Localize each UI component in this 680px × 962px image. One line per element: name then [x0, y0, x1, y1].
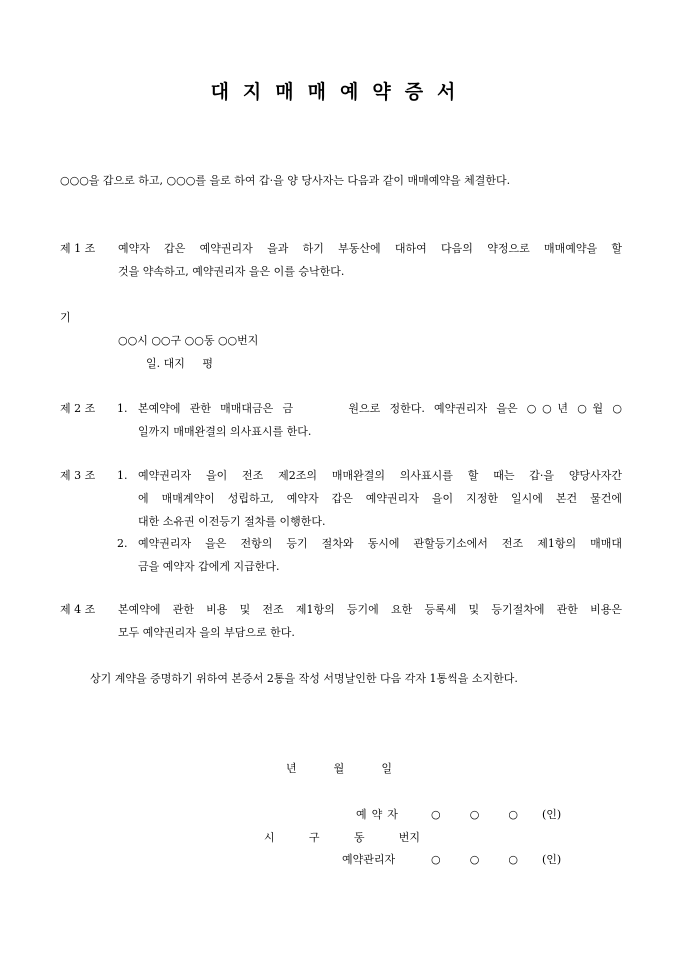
- article-1-line-2: 것을 약속하고, 예약권리자 을은 이를 승낙한다.: [118, 265, 345, 278]
- address-line: [264, 831, 420, 845]
- party1-label: 예약자: [356, 808, 403, 821]
- article-4-line-1: 본예약에 관한 비용 및 전조 제1항의 등기에 요한 등록세 및 등기절차에 관한 비용은: [118, 603, 622, 616]
- article-2-label: 제 2 조: [60, 402, 96, 415]
- closing-statement: 상기 계약을 증명하기 위하여 본증서 2통을 작성 서명날인한 다음 각자 1통씩을 소지한다.: [90, 672, 518, 685]
- address-beonji: 번지: [398, 831, 420, 844]
- date-month: 월: [333, 762, 345, 775]
- article-3-item-2-num: 2.: [117, 537, 128, 550]
- article-1-line-1: 예약자 갑은 예약권리자 을과 하기 부동산에 대하여 다음의 약정으로 매매예약을 할: [118, 242, 622, 255]
- document-title: 대지매매예약증서: [210, 81, 470, 103]
- party1-marks: [431, 808, 518, 822]
- address-si: 시: [264, 831, 275, 844]
- article-3-item-1-num: 1.: [117, 469, 128, 482]
- party2-seal: (인): [542, 853, 562, 866]
- date-day: 일: [381, 762, 392, 775]
- party1-mark-3: ○: [508, 808, 518, 821]
- party1-mark-2: ○: [469, 808, 480, 821]
- article-1-label: 제 1 조: [60, 242, 96, 255]
- party2-label: 예약관리자: [342, 853, 396, 866]
- article-3-item-1-line-2: 에 매매계약이 성립하고, 예약자 갑은 예약권리자 을이 지정한 일시에 본건 물건에: [138, 492, 622, 505]
- article-3-item-1-line-1: 예약권리자 을이 전조 제2조의 매매완결의 의사표시를 할 때는 갑·을 양당사자간: [138, 469, 622, 482]
- intro-paragraph: ○○○을 갑으로 하고, ○○○를 을로 하여 갑·을 양 당사자는 다음과 같이 매매예약을 체결한다.: [60, 174, 511, 187]
- date-year: 년: [286, 762, 297, 775]
- article-3-item-2-line-1: 예약권리자 을은 전항의 등기 절차와 동시에 관할등기소에서 전조 제1항의 매매대: [138, 537, 622, 550]
- party2-mark-2: ○: [469, 853, 480, 866]
- article-3-item-1-line-3: 대한 소유권 이전등기 절차를 이행한다.: [138, 515, 326, 528]
- date-line: [286, 762, 392, 776]
- article-4-label: 제 4 조: [60, 603, 96, 616]
- article-3-label: 제 3 조: [60, 469, 96, 482]
- article-2-item-1-line-2: 일까지 매매완결의 의사표시를 한다.: [138, 425, 312, 438]
- article-4-line-2: 모두 예약권리자 을의 부담으로 한다.: [118, 626, 295, 639]
- article-2-item-1-line-1: 본예약에 관한 매매대금은 금 원으로 정한다. 예약권리자 을은 ○○년 ○월 ○: [138, 402, 622, 415]
- party2-marks: [431, 853, 518, 867]
- property-heading: 기: [60, 311, 71, 324]
- article-3-item-2-line-2: 금을 예약자 갑에게 지급한다.: [138, 560, 280, 573]
- property-land: 일. 대지 평: [146, 357, 213, 370]
- party2-mark-3: ○: [508, 853, 518, 866]
- party2-mark-1: ○: [431, 853, 441, 866]
- property-address: ○○시 ○○구 ○○동 ○○번지: [118, 334, 259, 347]
- address-gu: 구: [308, 831, 320, 844]
- party1-seal: (인): [542, 808, 562, 821]
- article-2-item-1-num: 1.: [117, 402, 128, 415]
- address-dong: 동: [353, 831, 365, 844]
- party1-mark-1: ○: [431, 808, 441, 821]
